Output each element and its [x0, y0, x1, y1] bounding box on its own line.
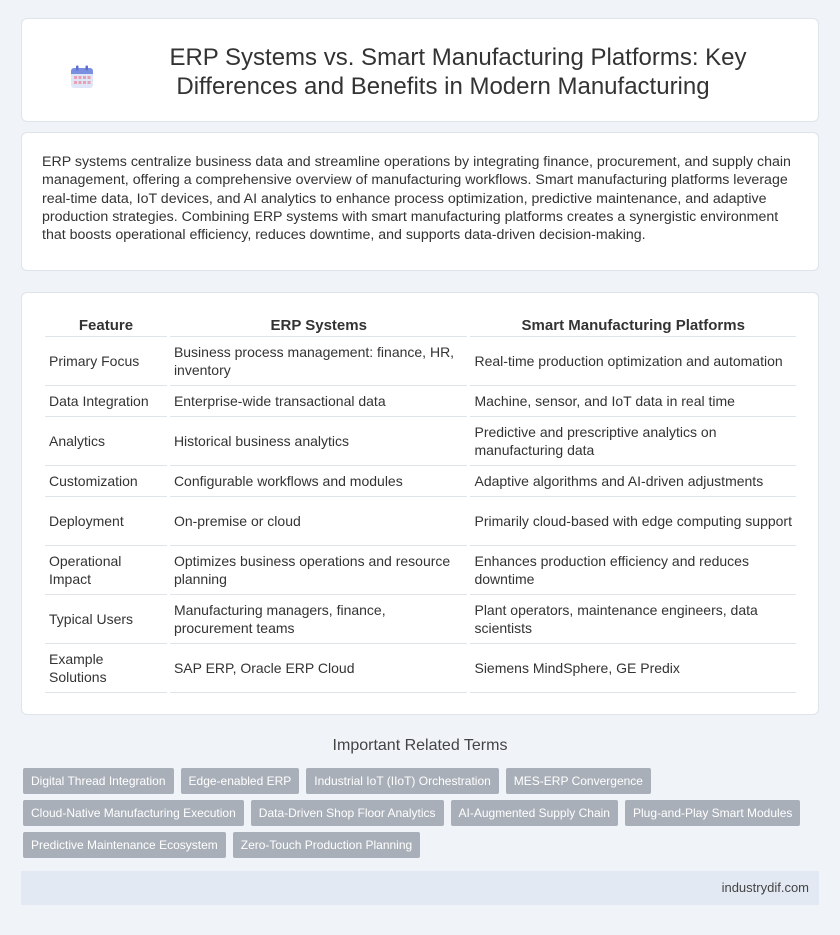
erp-cell: SAP ERP, Oracle ERP Cloud — [170, 644, 468, 693]
related-term-tag[interactable]: Zero-Touch Production Planning — [233, 832, 420, 858]
smart-cell: Enhances production efficiency and reduces downtime — [470, 546, 796, 595]
header-feature: Feature — [45, 315, 167, 337]
table-row — [45, 417, 796, 466]
feature-cell: Primary Focus — [45, 337, 167, 386]
feature-cell: Example Solutions — [45, 644, 167, 693]
header-smart-manufacturing: Smart Manufacturing Platforms — [470, 315, 796, 337]
footer — [21, 871, 819, 905]
feature-cell: Customization — [45, 466, 167, 497]
related-terms-list — [23, 768, 803, 858]
table-row — [45, 466, 796, 497]
intro-card — [21, 132, 819, 271]
related-term-tag[interactable]: AI-Augmented Supply Chain — [451, 800, 618, 826]
intro-paragraph: ERP systems centralize business data and streamline operations by integrating finance, procurement, and supply chain management, offering a comprehensive overview of manufacturing workflows. Smart manufacturing platforms leverage real-time data, IoT devices, and AI analytics to enhance process optimization, predictive maintenance, and adaptive production strategies. Combining ERP systems with smart manufacturing platforms creates a synergistic environment that boosts operational efficiency, reduces downtime, and supports data-driven decision-making. — [42, 154, 791, 244]
smart-cell: Machine, sensor, and IoT data in real time — [470, 386, 796, 417]
table-row — [45, 644, 796, 693]
feature-cell: Data Integration — [45, 386, 167, 417]
erp-cell: Manufacturing managers, finance, procurement teams — [170, 595, 468, 644]
title-card — [21, 18, 819, 122]
smart-cell: Primarily cloud-based with edge computing support — [470, 497, 796, 546]
smart-cell: Predictive and prescriptive analytics on manufacturing data — [470, 417, 796, 466]
related-terms-heading: Important Related Terms — [332, 737, 508, 754]
comparison-table-card — [21, 292, 819, 715]
table-row — [45, 546, 796, 595]
page-title: ERP Systems vs. Smart Manufacturing Platforms: Key Differences and Benefits in Modern Manufacturing — [169, 44, 747, 100]
smart-cell: Real-time production optimization and automation — [470, 337, 796, 386]
header-erp-systems: ERP Systems — [170, 315, 468, 337]
related-term-tag[interactable]: MES-ERP Convergence — [506, 768, 651, 794]
smart-cell: Adaptive algorithms and AI-driven adjustments — [470, 466, 796, 497]
table-row — [45, 595, 796, 644]
erp-cell: On-premise or cloud — [170, 497, 468, 546]
footer-site-link[interactable]: industrydif.com — [721, 880, 809, 895]
smart-cell: Plant operators, maintenance engineers, data scientists — [470, 595, 796, 644]
related-term-tag[interactable]: Edge-enabled ERP — [181, 768, 300, 794]
erp-cell: Enterprise-wide transactional data — [170, 386, 468, 417]
erp-cell: Historical business analytics — [170, 417, 468, 466]
related-term-tag[interactable]: Industrial IoT (IIoT) Orchestration — [306, 768, 499, 794]
related-term-tag[interactable]: Digital Thread Integration — [23, 768, 174, 794]
table-header-row — [45, 315, 796, 337]
feature-cell: Deployment — [45, 497, 167, 546]
feature-cell: Typical Users — [45, 595, 167, 644]
feature-cell: Operational Impact — [45, 546, 167, 595]
erp-cell: Configurable workflows and modules — [170, 466, 468, 497]
related-term-tag[interactable]: Cloud-Native Manufacturing Execution — [23, 800, 244, 826]
erp-cell: Optimizes business operations and resource planning — [170, 546, 468, 595]
comparison-table — [42, 315, 799, 693]
feature-cell: Analytics — [45, 417, 167, 466]
table-row — [45, 337, 796, 386]
table-row — [45, 386, 796, 417]
related-term-tag[interactable]: Data-Driven Shop Floor Analytics — [251, 800, 444, 826]
related-term-tag[interactable]: Predictive Maintenance Ecosystem — [23, 832, 226, 858]
smart-cell: Siemens MindSphere, GE Predix — [470, 644, 796, 693]
erp-cell: Business process management: finance, HR, inventory — [170, 337, 468, 386]
related-term-tag[interactable]: Plug-and-Play Smart Modules — [625, 800, 800, 826]
table-row — [45, 497, 796, 546]
